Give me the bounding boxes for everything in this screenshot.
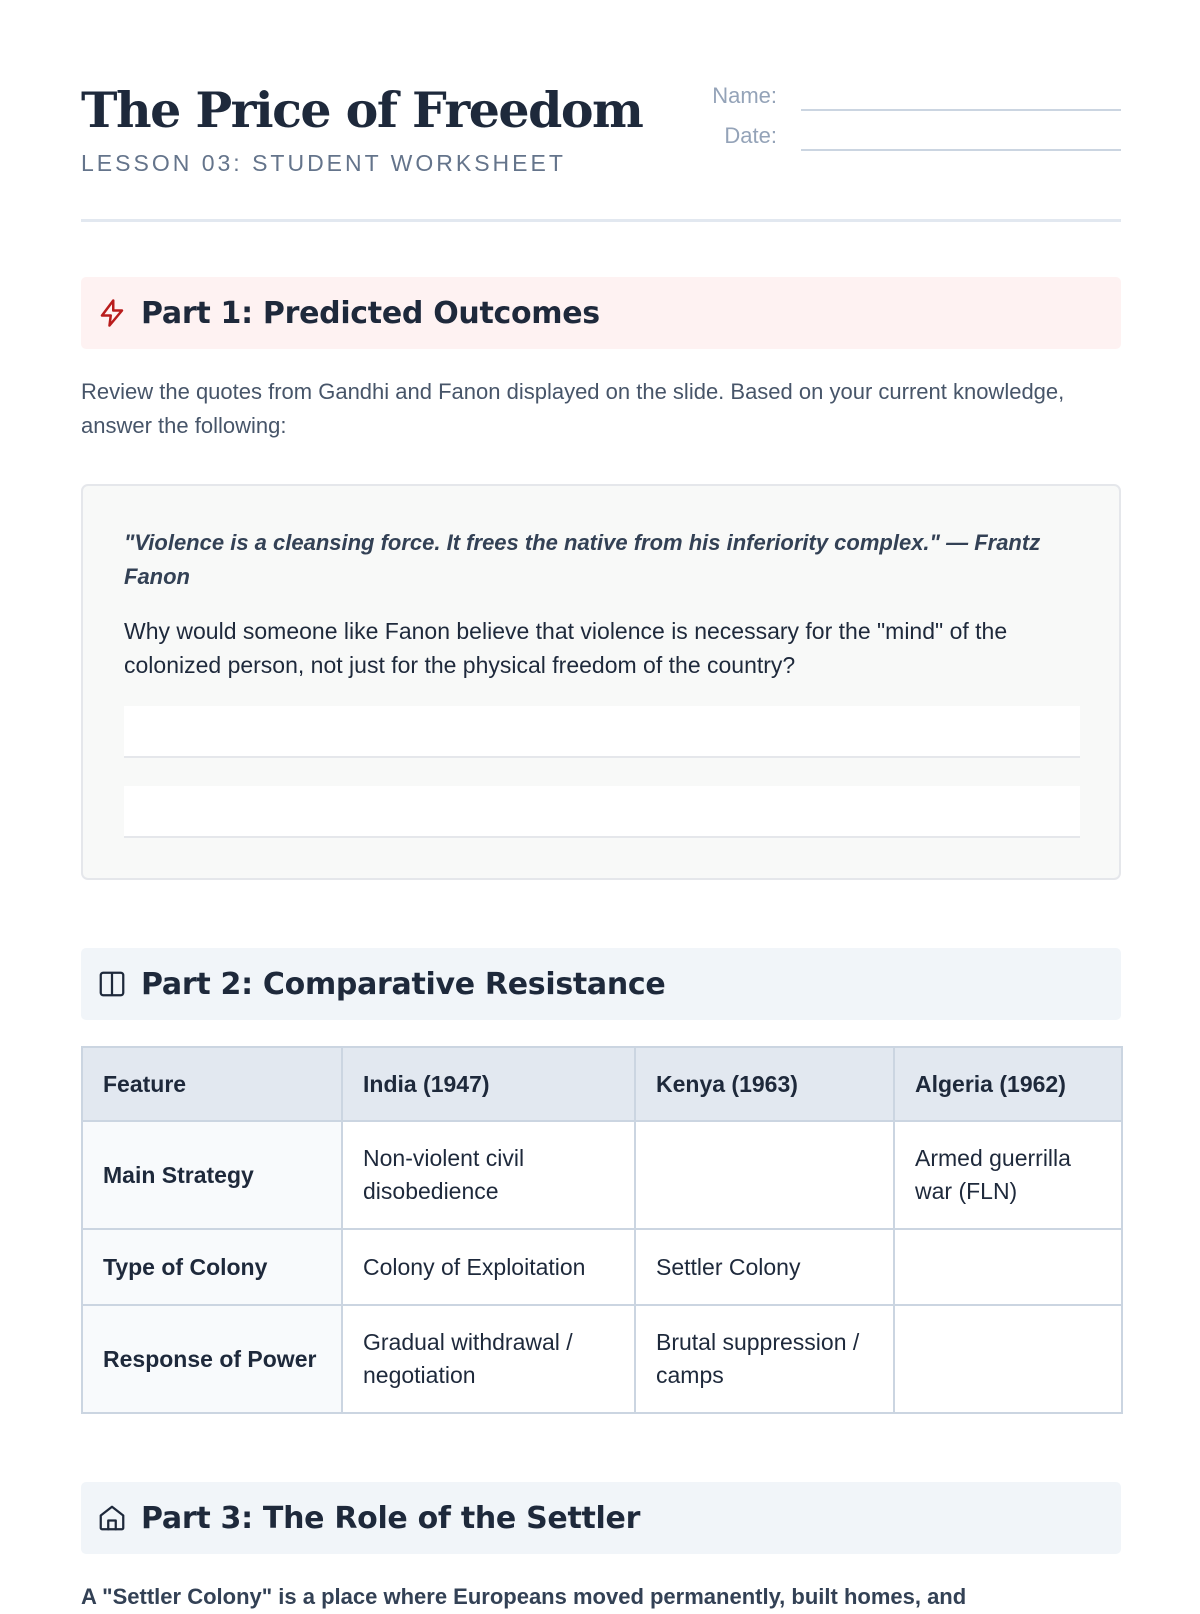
- part2-title: Part 2: Comparative Resistance: [141, 966, 666, 1002]
- header-kenya: Kenya (1963): [635, 1047, 894, 1121]
- columns-icon: [97, 969, 127, 999]
- header-india: India (1947): [342, 1047, 635, 1121]
- comparison-table: [81, 1046, 1123, 1414]
- cell-kenya-response: Brutal suppression / camps: [635, 1305, 894, 1413]
- table-row: [82, 1229, 1122, 1305]
- date-label: Date:: [724, 123, 777, 148]
- part2-header: [81, 948, 1121, 1020]
- table-row: [82, 1305, 1122, 1413]
- cell-india-colony: Colony of Exploitation: [342, 1229, 635, 1305]
- header-algeria: Algeria (1962): [894, 1047, 1122, 1121]
- cell-kenya-strategy[interactable]: [635, 1121, 894, 1229]
- page-subtitle: LESSON 03: STUDENT WORKSHEET: [81, 150, 566, 176]
- quote-box: [81, 484, 1121, 880]
- row-label-response: Response of Power: [82, 1305, 342, 1413]
- part3-intro: A "Settler Colony" is a place where Europeans moved permanently, built homes, and: [81, 1584, 967, 1609]
- page-title: The Price of Freedom: [81, 81, 643, 139]
- table-row: [82, 1121, 1122, 1229]
- fanon-question: Why would someone like Fanon believe that violence is necessary for the "mind" of the colonized person, not just for the physical freedom of the country?: [124, 618, 1008, 678]
- part3-header: [81, 1482, 1121, 1554]
- house-icon: [97, 1503, 127, 1533]
- cell-kenya-colony: Settler Colony: [635, 1229, 894, 1305]
- part1-header: [81, 277, 1121, 349]
- row-label-colony-type: Type of Colony: [82, 1229, 342, 1305]
- answer-line-2[interactable]: [124, 786, 1080, 838]
- part1-intro: Review the quotes from Gandhi and Fanon displayed on the slide. Based on your current knowledge, answer the following:: [81, 379, 1065, 438]
- table-header-row: [82, 1047, 1122, 1121]
- part3-title: Part 3: The Role of the Settler: [141, 1500, 641, 1536]
- cell-india-response: Gradual withdrawal / negotiation: [342, 1305, 635, 1413]
- part1-title: Part 1: Predicted Outcomes: [141, 295, 600, 331]
- date-field[interactable]: [801, 149, 1121, 151]
- header-divider: [81, 219, 1121, 222]
- name-field[interactable]: [801, 109, 1121, 111]
- header-feature: Feature: [82, 1047, 342, 1121]
- fanon-quote: "Violence is a cleansing force. It frees the native from his inferiority complex." — Frantz Fanon: [124, 530, 1041, 589]
- row-label-strategy: Main Strategy: [82, 1121, 342, 1229]
- cell-india-strategy: Non-violent civil disobedience: [342, 1121, 635, 1229]
- name-label: Name:: [712, 83, 777, 108]
- lightning-icon: [97, 298, 127, 328]
- cell-algeria-colony[interactable]: [894, 1229, 1122, 1305]
- cell-algeria-response[interactable]: [894, 1305, 1122, 1413]
- cell-algeria-strategy: Armed guerrilla war (FLN): [894, 1121, 1122, 1229]
- answer-line-1[interactable]: [124, 706, 1080, 758]
